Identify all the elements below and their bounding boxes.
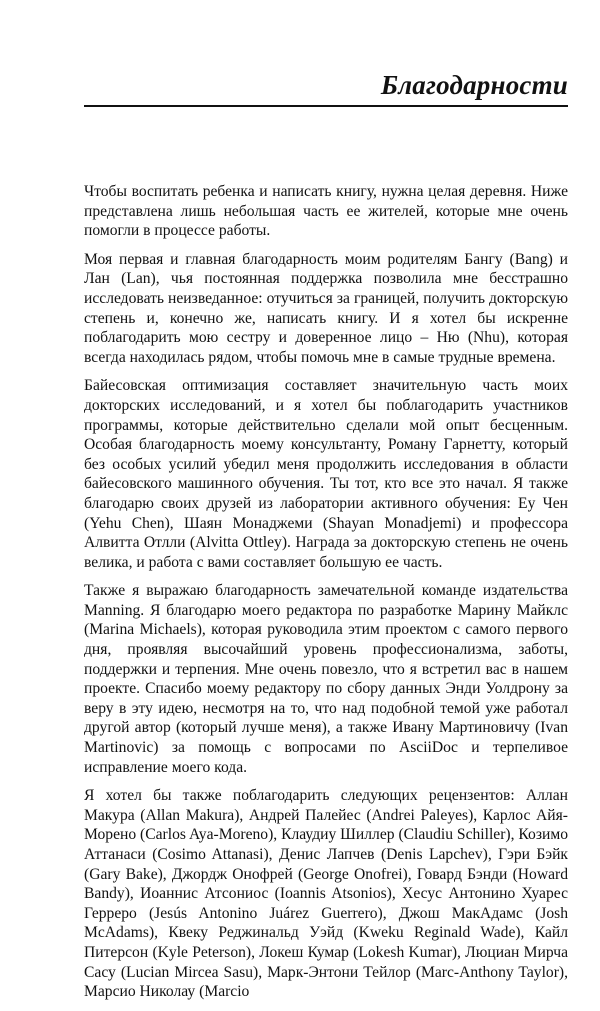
- paragraph-intro: Чтобы воспитать ребенка и написать книгу, нужна целая деревня. Ниже представлена лишь небольшая часть ее жителей, которые мне очень помогли в процессе работы.: [84, 183, 568, 240]
- chapter-title: Благодарности: [380, 70, 568, 100]
- body-text: [84, 182, 568, 1011]
- paragraph-bayesian: Байесовская оптимизация составляет значительную часть моих докторских исследований, и я хотел бы поблагодарить участников программы, которые действительно сделали мой опыт бесценным. Особая благодарность моему консультанту, Роману Гарнетту, который без особых усилий убедил меня продолжить исследования в области байесовского машинного обучения. Ты тот, кто все это начал. Я также благодарю своих друзей из лаборатории активного обучения: Еу Чен (Yehu Chen), Шаян Монаджеми (Shayan Monadjemi) и профессора Алвитта Отлли (Alvitta Ottley). Награда за докторскую степень не очень велика, и работа с вами составляет большую ее часть.: [84, 377, 568, 571]
- title-underline: [84, 105, 568, 107]
- paragraph-manning: Также я выражаю благодарность замечательной команде издательства Manning. Я благодарю моего редактора по разработке Марину Майклс (Marina Michaels), которая руководила этим проектом с самого первого дня, проявляя высочайший уровень профессионализма, заботы, поддержки и терпения. Мне очень повезло, что я встретил вас в нашем проекте. Спасибо моему редактору по сбору данных Энди Уолдрону за веру в эту идею, несмотря на то, что над подобной темой уже работал другой автор (который лучше меня), а также Ивану Мартиновичу (Ivan Martinovic) за помощь с вопросами по AsciiDoc и терпеливое исправление моего кода.: [84, 582, 568, 776]
- paragraph-parents: Моя первая и главная благодарность моим родителям Бангу (Bang) и Лан (Lan), чья постоянная поддержка позволила мне бесстрашно исследовать неизведанное: отучиться за границей, получить докторскую степень и, конечно же, написать книгу. И я хотел бы искренне поблагодарить мою сестру и доверенное лицо – Ню (Nhu), которая всегда находилась рядом, чтобы помочь мне в самые трудные времена.: [84, 250, 568, 366]
- paragraph-reviewers: Я хотел бы также поблагодарить следующих рецензентов: Аллан Макура (Allan Makura), Андрей Палейес (Andrei Paleyes), Карлос Айя-Морено (Carlos Aya-Moreno), Клаудиу Шиллер (Claudiu Schiller), Козимо Аттанаси (Cosimo Attanasi), Денис Лапчев (Denis Lapchev), Гэри Бэйк (Gary Bake), Джордж Онофрей (George Onofrei), Говард Бэнди (Howard Bandy), Иоаннис Атсониос (Ioannis Atsonios), Хесус Антонино Хуарес Герреро (Jesús Antonino Juárez Guerrero), Джош МакАдамс (Josh McAdams), Квеку Реджинальд Уэйд (Kweku Reginald Wade), Кайл Питерсон (Kyle Peterson), Локеш Кумар (Lokesh Kumar), Люциан Мирча Сасу (Lucian Mircea Sasu), Марк-Энтони Тейлор (Marc-Anthony Taylor), Марсио Николау (Marcio: [84, 787, 568, 1001]
- chapter-heading: [84, 70, 568, 107]
